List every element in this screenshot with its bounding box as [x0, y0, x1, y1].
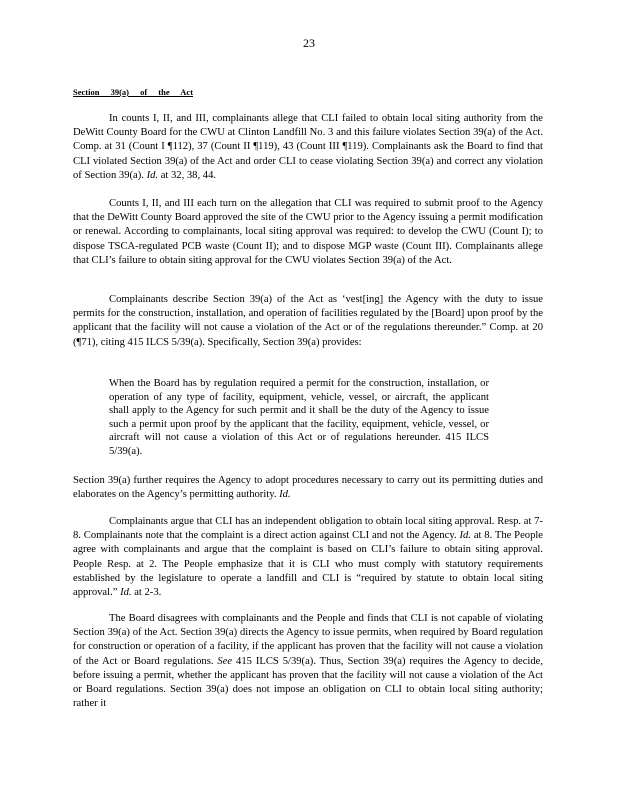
paragraph-1-cite: Id. [146, 169, 159, 181]
paragraph-4-text: Complainants argue that CLI has an independent obligation to obtain local siting approval. Resp. at 7-8. Complainants note that the complaint is a direct action against CLI and not the Agency. [73, 516, 543, 542]
paragraph-4 [73, 515, 543, 600]
paragraph-1-text: In counts I, II, and III, complainants allege that CLI failed to obtain local siting authority from the DeWitt County Board for the CWU at Clinton Landfill No. 3 and this failure violates Section 39(a) of the Act. Comp. at 31 (Count I ¶112), 37 (Count II ¶119), 43 (Count III ¶119). Complainants ask the Board to find that CLI violated Section 39(a) of the Act and order CLI to cease violating Section 39(a) and correct any violation of Section 39(a). [73, 113, 543, 181]
paragraph-5 [73, 612, 543, 711]
paragraph-4-middle: at 8. The People agree with complainants and argue that the complaint is based on CLI’s failure to obtain siting approval. People Resp. at 2. The People emphasize that it is CLI who must comply with statutory requirements established by the legislature to operate a landfill and CLI is “required by statute to obtain local siting approval.” [73, 530, 544, 599]
paragraph-after-quote-cite: Id. [279, 489, 291, 501]
paragraph-4-cite: Id. [459, 530, 471, 542]
paragraph-after-quote-text: Section 39(a) further requires the Agency to adopt procedures necessary to carry out its permitting duties and elaborates on the Agency’s permitting authority. [73, 475, 543, 501]
paragraph-1-tail: at 32, 38, 44. [160, 169, 217, 181]
paragraph-3-text: Complainants describe Section 39(a) of the Act as ‘vest[ing] the Agency with the duty to issue permits for the construction, installation, and operation of facilities regulated by the [Board] upon proof by the applicant that the facility will not cause a violation of the Act or of the regulations thereunder.” Comp. at 20 (¶71), citing 415 ILCS 5/39(a). Specifically, Section 39(a) provides: [73, 294, 543, 348]
paragraph-5-text: The Board disagrees with complainants and the People and finds that CLI is not capable of violating Section 39(a) of the Act. Section 39(a) directs the Agency to issue permits, when required by Board regulation for construction or operation of a facility, if the applicant has proven that the facility will not cause a violation of the Act or Board regulations. [73, 613, 543, 667]
block-quote: When the Board has by regulation required a permit for the construction, installation, or operation of any type of facility, equipment, vehicle, vessel, or aircraft, the applicant shall apply to the Agency for such permit and it shall be the duty of the Agency to issue such a permit upon proof by the applicant that the facility, equipment, vehicle, vessel, or aircraft will not cause a violation of this Act or of regulations hereunder. 415 ILCS 5/39(a). [109, 378, 489, 457]
paragraph-5-tail: 415 ILCS 5/39(a). Thus, Section 39(a) requires the Agency to decide, before issuing a permit, whether the applicant has proven that the facility will not cause a violation of the Act or Board regulations. Section 39(a) does not impose an obligation on CLI to obtain local siting authority; rather it [73, 655, 544, 710]
paragraph-5-cite: See [217, 655, 233, 667]
paragraph-1 [73, 112, 543, 183]
paragraph-4-cite-2: Id. [120, 587, 132, 599]
paragraph-2 [73, 197, 543, 268]
paragraph-4-tail: at 2-3. [134, 587, 162, 599]
paragraph-after-quote [73, 474, 543, 502]
page-number: 23 [303, 36, 315, 50]
section-heading: Section 39(a) of the Act [73, 87, 194, 97]
paragraph-2-text: Counts I, II, and III each turn on the allegation that CLI was required to submit proof to the Agency that the DeWitt County Board approved the site of the CWU prior to the Agency issuing a permit modification or renewal. According to complainants, local siting approval was required: to develop the CWU (Count I); to dispose TSCA-regulated PCB waste (Count II); and to dispose MGP waste (Count III). Complainants allege that CLI’s failure to obtain siting approval for the CWU violates Section 39(a) of the Act. [73, 198, 543, 266]
paragraph-3 [73, 293, 543, 350]
